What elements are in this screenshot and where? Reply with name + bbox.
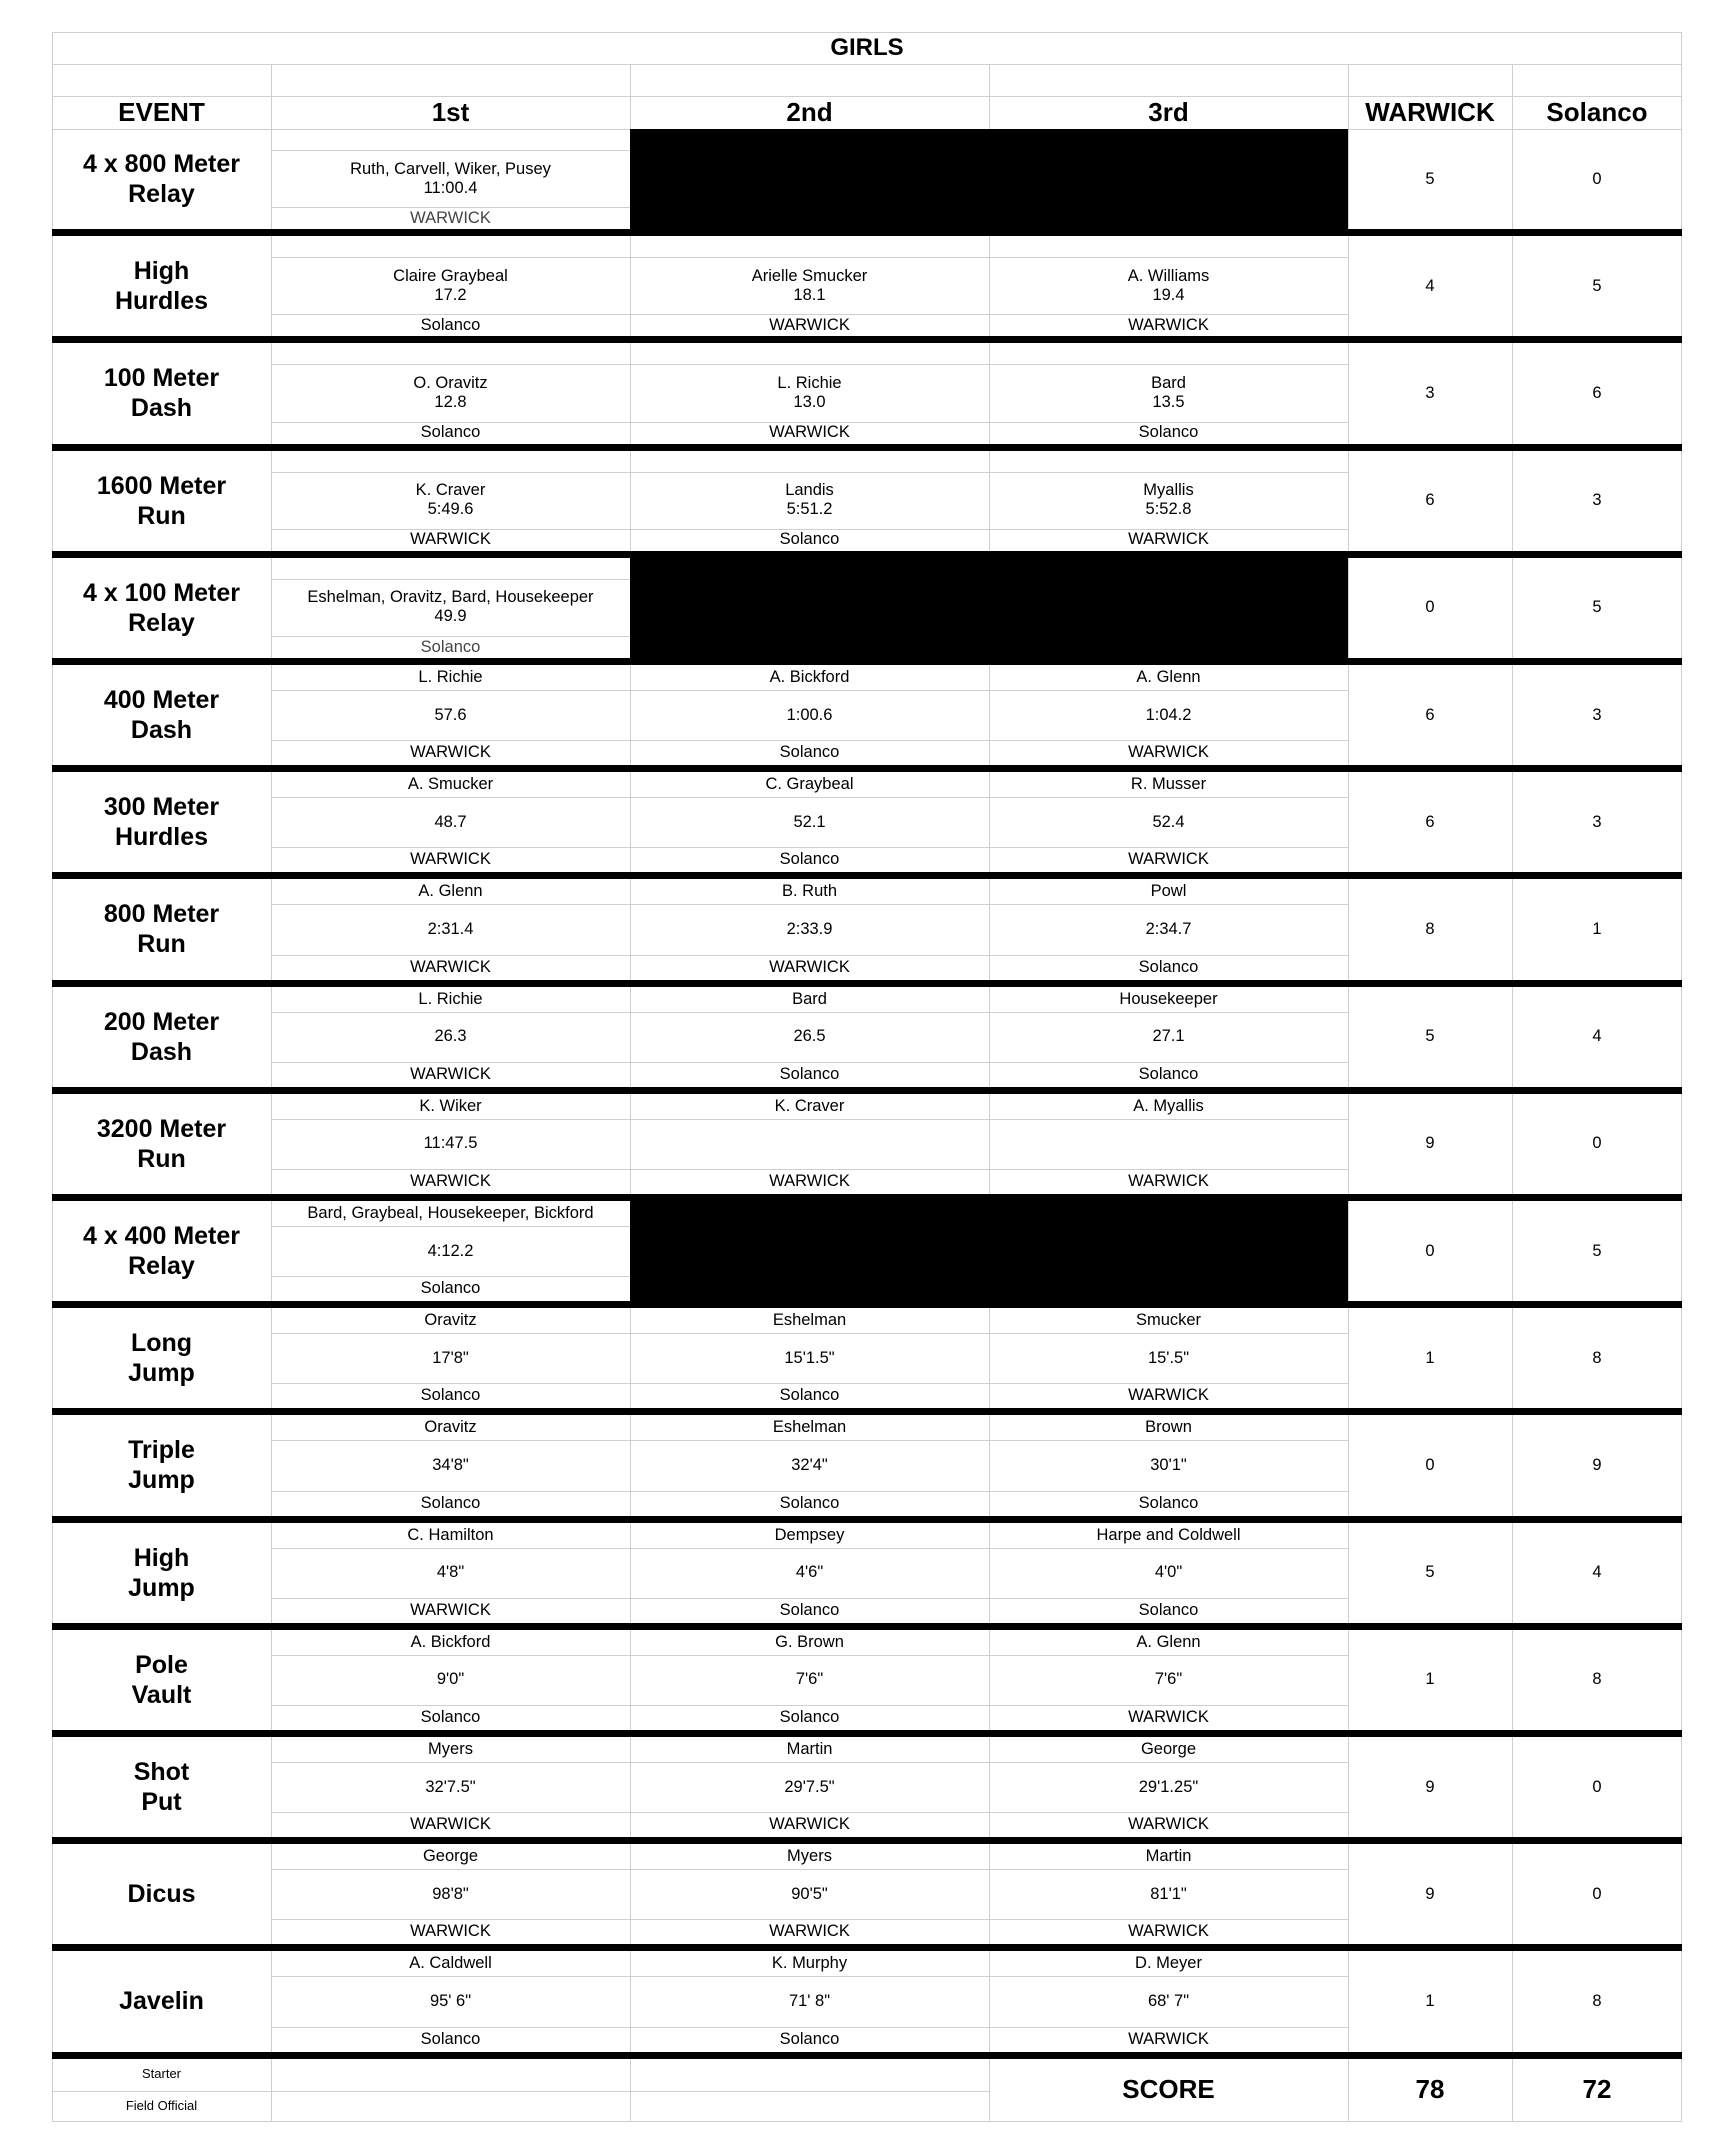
athlete-first: Bard, Graybeal, Housekeeper, Bickford <box>307 1204 594 1223</box>
event-name: High Hurdles <box>114 257 209 316</box>
redacted-block <box>630 558 1348 658</box>
athlete-second: L. Richie 13.0 <box>777 374 842 411</box>
event-name: Long Jump <box>128 1329 195 1388</box>
results-sheet <box>52 32 1682 2122</box>
points-solanco: 3 <box>1592 705 1602 724</box>
team-first: WARWICK <box>410 1922 491 1941</box>
team-second: WARWICK <box>769 1922 850 1941</box>
points-solanco: 4 <box>1592 1027 1602 1046</box>
mark-first: 26.3 <box>434 1027 467 1046</box>
grid-line <box>989 772 990 872</box>
mark-second: 4'6" <box>795 1563 824 1582</box>
points-warwick: 5 <box>1425 1563 1435 1582</box>
score-warwick: 78 <box>1415 2074 1445 2105</box>
mark-third: 7'6" <box>1154 1670 1183 1689</box>
mark-third: 4'0" <box>1154 1563 1183 1582</box>
grid-line <box>989 1630 990 1730</box>
points-solanco: 0 <box>1592 1777 1602 1796</box>
team-third: WARWICK <box>1128 2029 1209 2048</box>
mark-first: 32'7.5" <box>425 1777 476 1796</box>
mark-second: 90'5" <box>791 1884 828 1903</box>
grid-line <box>630 1523 631 1623</box>
grid-line <box>630 665 631 765</box>
grid-line <box>630 879 631 979</box>
athlete-third: George <box>1140 1740 1197 1759</box>
mark-second: 29'7.5" <box>784 1777 835 1796</box>
mark-first: 9'0" <box>436 1670 465 1689</box>
team-third: WARWICK <box>1128 1815 1209 1834</box>
grid-line <box>630 1951 631 2051</box>
athlete-third: A. Glenn <box>1136 1632 1201 1651</box>
points-warwick: 6 <box>1425 491 1435 510</box>
team-third: Solanco <box>1138 423 1199 442</box>
team-second: Solanco <box>779 850 840 869</box>
team-third: WARWICK <box>1128 1922 1209 1941</box>
event-separator <box>52 336 1682 343</box>
athlete-second: Dempsey <box>774 1525 845 1544</box>
grid-line <box>989 987 990 1087</box>
team-first: WARWICK <box>410 850 491 869</box>
team-first: Solanco <box>420 423 481 442</box>
athlete-first: A. Caldwell <box>409 1954 492 1973</box>
athlete-third: A. Myallis <box>1133 1096 1204 1115</box>
athlete-second: A. Bickford <box>769 668 850 687</box>
team-first: Solanco <box>420 2029 481 2048</box>
athlete-third: Housekeeper <box>1119 989 1218 1008</box>
grid-line <box>989 1415 990 1515</box>
athlete-first: K. Craver 5:49.6 <box>415 481 486 519</box>
mark-third <box>989 1119 1348 1169</box>
athlete-second: Landis 5:51.2 <box>785 481 834 519</box>
mark-second: 7'6" <box>795 1670 824 1689</box>
points-warwick: 5 <box>1425 1027 1435 1046</box>
team-second: Solanco <box>779 2029 840 2048</box>
team-first: Solanco <box>420 315 481 334</box>
team-second: Solanco <box>779 530 840 549</box>
points-solanco: 5 <box>1592 276 1602 295</box>
event-separator <box>52 2052 1682 2059</box>
team-third: WARWICK <box>1128 1172 1209 1191</box>
athlete-first: A. Bickford <box>410 1632 491 1651</box>
event-name: 1600 Meter Run <box>96 471 227 530</box>
mark-third: 2:34.7 <box>1145 920 1192 938</box>
header-first: 1st <box>431 96 470 127</box>
team-second: Solanco <box>779 1493 840 1512</box>
athlete-first: A. Smucker <box>407 775 494 794</box>
team-second: Solanco <box>779 743 840 762</box>
field-official-label: Field Official <box>125 2097 198 2113</box>
team-third: WARWICK <box>1128 1708 1209 1727</box>
points-warwick: 9 <box>1425 1134 1435 1153</box>
grid-line <box>630 1737 631 1837</box>
athlete-first: Myers <box>428 1740 473 1759</box>
event-separator <box>52 1623 1682 1630</box>
team-second: WARWICK <box>769 1172 850 1191</box>
team-second: Solanco <box>779 1064 840 1083</box>
grid-line <box>989 879 990 979</box>
team-third: Solanco <box>1138 1493 1199 1512</box>
event-separator <box>52 872 1682 879</box>
grid-line <box>630 1094 631 1194</box>
athlete-third: Myallis 5:52.8 <box>1143 481 1194 519</box>
grid-line <box>630 1630 631 1730</box>
grid-line <box>989 1951 990 2051</box>
mark-first: 95' 6" <box>429 1992 472 2010</box>
event-name: Triple Jump <box>128 1436 195 1495</box>
points-solanco: 8 <box>1592 1348 1602 1367</box>
athlete-third: Smucker <box>1135 1311 1202 1330</box>
points-solanco: 6 <box>1592 384 1602 402</box>
points-warwick: 3 <box>1425 384 1435 402</box>
athlete-third: D. Meyer <box>1135 1954 1202 1973</box>
event-name: Javelin <box>119 1987 204 2016</box>
grid-line <box>630 987 631 1087</box>
points-solanco: 0 <box>1592 1884 1602 1903</box>
athlete-third: Bard 13.5 <box>1151 374 1186 411</box>
team-second: Solanco <box>779 1386 840 1405</box>
team-second: WARWICK <box>769 957 850 976</box>
grid-line <box>271 64 272 129</box>
mark-second: 2:33.9 <box>786 920 833 938</box>
mark-third: 81'1" <box>1150 1884 1187 1903</box>
athlete-third: Brown <box>1145 1418 1192 1437</box>
mark-first: 57.6 <box>434 705 467 724</box>
points-warwick: 1 <box>1425 1348 1435 1367</box>
event-separator <box>52 551 1682 558</box>
points-warwick: 6 <box>1425 812 1435 831</box>
athlete-first: Claire Graybeal 17.2 <box>393 266 508 304</box>
athlete-first: A. Glenn <box>418 882 483 901</box>
athlete-third: A. Williams 19.4 <box>1127 266 1210 304</box>
grid-line <box>989 451 990 551</box>
score-label: SCORE <box>1122 2074 1215 2105</box>
grid-line <box>989 1094 990 1194</box>
event-separator <box>52 1301 1682 1308</box>
event-name: Dicus <box>127 1880 196 1909</box>
grid-line <box>1348 64 1349 129</box>
team-first: WARWICK <box>410 1172 491 1191</box>
grid-line <box>271 2059 272 2122</box>
event-name: 300 Meter Hurdles <box>103 793 220 852</box>
mark-second: 71' 8" <box>788 1992 831 2010</box>
athlete-third: Powl <box>1150 882 1187 901</box>
team-third: Solanco <box>1138 1600 1199 1619</box>
mark-second: 52.1 <box>793 812 826 831</box>
team-first: WARWICK <box>410 1815 491 1834</box>
team-third: WARWICK <box>1128 530 1209 549</box>
mark-third: 27.1 <box>1152 1027 1185 1046</box>
team-first: Solanco <box>420 1386 481 1405</box>
mark-second: 1:00.6 <box>786 705 833 724</box>
grid-line <box>630 772 631 872</box>
event-name: Pole Vault <box>131 1650 192 1709</box>
grid-line <box>630 2059 631 2122</box>
points-solanco: 8 <box>1592 1670 1602 1689</box>
athlete-first: George <box>422 1847 479 1866</box>
points-solanco: 0 <box>1592 169 1602 188</box>
grid-line <box>52 2091 989 2092</box>
mark-third: 68' 7" <box>1147 1992 1190 2010</box>
athlete-third: A. Glenn <box>1136 668 1201 687</box>
header-third: 3rd <box>1148 96 1189 127</box>
event-name: 800 Meter Run <box>103 900 220 959</box>
athlete-first: L. Richie <box>418 668 483 687</box>
points-solanco: 3 <box>1592 812 1602 831</box>
athlete-third: Harpe and Coldwell <box>1096 1525 1241 1544</box>
mark-first: 98'8" <box>432 1884 469 1903</box>
event-name: 400 Meter Dash <box>103 686 220 745</box>
team-third: Solanco <box>1138 957 1199 976</box>
starter-label: Starter <box>141 2066 181 2082</box>
athlete-third: Martin <box>1145 1847 1192 1866</box>
mark-third: 30'1" <box>1150 1456 1187 1474</box>
mark-first: 48.7 <box>434 812 467 831</box>
points-warwick: 1 <box>1425 1992 1435 2010</box>
points-solanco: 5 <box>1592 598 1602 617</box>
team-third: WARWICK <box>1128 315 1209 334</box>
points-solanco: 1 <box>1592 920 1602 938</box>
athlete-second: Bard <box>792 989 827 1008</box>
team-second: Solanco <box>779 1708 840 1727</box>
sheet-title: GIRLS <box>830 34 904 62</box>
grid-line <box>630 64 631 129</box>
event-separator <box>52 1944 1682 1951</box>
team-third: Solanco <box>1138 1064 1199 1083</box>
event-separator <box>52 1087 1682 1094</box>
points-warwick: 9 <box>1425 1884 1435 1903</box>
event-separator <box>52 658 1682 665</box>
event-separator <box>52 1837 1682 1844</box>
points-warwick: 5 <box>1425 169 1435 188</box>
team-first: Solanco <box>420 637 481 656</box>
points-warwick: 6 <box>1425 705 1435 724</box>
team-third: WARWICK <box>1128 743 1209 762</box>
mark-third: 52.4 <box>1152 812 1185 831</box>
athlete-second: K. Murphy <box>771 1954 848 1973</box>
mark-first: 11:47.5 <box>423 1134 478 1153</box>
team-first: WARWICK <box>410 957 491 976</box>
grid-line <box>989 1308 990 1408</box>
points-warwick: 8 <box>1425 920 1435 938</box>
team-first: Solanco <box>420 1708 481 1727</box>
mark-first: 2:31.4 <box>427 920 474 938</box>
event-separator <box>52 229 1682 236</box>
points-warwick: 4 <box>1425 276 1435 295</box>
event-name: 100 Meter Dash <box>103 364 220 423</box>
event-separator <box>52 1516 1682 1523</box>
mark-second <box>630 1119 989 1169</box>
event-name: High Jump <box>128 1543 195 1602</box>
event-separator <box>52 1730 1682 1737</box>
athlete-second: G. Brown <box>775 1632 844 1651</box>
points-solanco: 0 <box>1592 1134 1602 1153</box>
grid-line <box>630 236 631 336</box>
points-warwick: 0 <box>1425 1241 1435 1260</box>
mark-third: 1:04.2 <box>1145 705 1192 724</box>
event-name: 200 Meter Dash <box>103 1007 220 1066</box>
grid-line <box>989 1737 990 1837</box>
mark-first: 17'8" <box>432 1348 469 1367</box>
mark-first: 34'8" <box>432 1456 469 1474</box>
athlete-first: Ruth, Carvell, Wiker, Pusey 11:00.4 <box>350 159 551 197</box>
team-second: Solanco <box>779 1600 840 1619</box>
athlete-first: L. Richie <box>418 989 483 1008</box>
points-warwick: 0 <box>1425 598 1435 617</box>
mark-second: 15'1.5" <box>784 1348 835 1367</box>
event-separator <box>52 444 1682 451</box>
header-second: 2nd <box>786 96 833 127</box>
athlete-second: Martin <box>786 1740 833 1759</box>
event-name: 4 x 400 Meter Relay <box>82 1222 241 1281</box>
mark-third: 15'.5" <box>1147 1348 1190 1367</box>
athlete-first: Oravitz <box>424 1311 477 1330</box>
team-first: WARWICK <box>410 530 491 549</box>
grid-line <box>630 1308 631 1408</box>
event-name: 3200 Meter Run <box>96 1114 227 1173</box>
grid-line <box>989 236 990 336</box>
points-warwick: 0 <box>1425 1456 1435 1474</box>
grid-line <box>989 1523 990 1623</box>
athlete-first: Oravitz <box>424 1418 477 1437</box>
event-name: Shot Put <box>133 1758 190 1817</box>
points-solanco: 8 <box>1592 1992 1602 2010</box>
grid-line <box>52 64 1682 65</box>
event-separator <box>52 1194 1682 1201</box>
header-team-a: WARWICK <box>1365 96 1495 127</box>
mark-second: 32'4" <box>791 1456 828 1474</box>
mark-first: 4'8" <box>436 1563 465 1582</box>
athlete-first: C. Hamilton <box>407 1525 494 1544</box>
athlete-first: O. Oravitz 12.8 <box>413 374 488 411</box>
grid-line <box>630 451 631 551</box>
grid-line <box>989 1844 990 1944</box>
athlete-second: B. Ruth <box>781 882 838 901</box>
team-second: WARWICK <box>769 1815 850 1834</box>
athlete-second: Arielle Smucker 18.1 <box>751 266 868 304</box>
grid-line <box>1512 64 1513 129</box>
score-solanco: 72 <box>1582 2074 1612 2105</box>
grid-line <box>989 343 990 443</box>
header-event: EVENT <box>118 96 205 127</box>
event-name: 4 x 100 Meter Relay <box>82 578 241 637</box>
team-third: WARWICK <box>1128 1386 1209 1405</box>
event-name: 4 x 800 Meter Relay <box>82 150 241 209</box>
points-warwick: 1 <box>1425 1670 1435 1689</box>
athlete-first: K. Wiker <box>419 1096 482 1115</box>
redacted-block <box>630 1201 1348 1301</box>
grid-line <box>989 64 990 129</box>
athlete-second: Eshelman <box>772 1418 847 1437</box>
team-first: WARWICK <box>410 208 491 227</box>
points-solanco: 5 <box>1592 1241 1602 1260</box>
team-first: WARWICK <box>410 743 491 762</box>
grid-line <box>630 1844 631 1944</box>
grid-line <box>630 343 631 443</box>
header-team-b: Solanco <box>1546 96 1648 127</box>
athlete-second: Eshelman <box>772 1311 847 1330</box>
grid-line <box>989 665 990 765</box>
athlete-first: Eshelman, Oravitz, Bard, Housekeeper 49.9 <box>307 588 594 626</box>
mark-third: 29'1.25" <box>1138 1777 1199 1796</box>
athlete-second: K. Craver <box>774 1096 845 1115</box>
team-first: Solanco <box>420 1493 481 1512</box>
team-first: Solanco <box>420 1279 481 1298</box>
event-separator <box>52 765 1682 772</box>
athlete-second: C. Graybeal <box>765 775 854 794</box>
mark-first: 4:12.2 <box>427 1241 474 1260</box>
grid-line <box>52 2121 1682 2122</box>
team-second: WARWICK <box>769 315 850 334</box>
points-solanco: 3 <box>1592 491 1602 510</box>
team-third: WARWICK <box>1128 850 1209 869</box>
points-solanco: 4 <box>1592 1563 1602 1582</box>
event-separator <box>52 1408 1682 1415</box>
points-warwick: 9 <box>1425 1777 1435 1796</box>
team-second: WARWICK <box>769 423 850 442</box>
team-first: WARWICK <box>410 1600 491 1619</box>
grid-line <box>630 1415 631 1515</box>
athlete-second: Myers <box>787 1847 832 1866</box>
mark-second: 26.5 <box>793 1027 826 1046</box>
points-solanco: 9 <box>1592 1456 1602 1474</box>
redacted-block <box>630 129 1348 229</box>
event-separator <box>52 980 1682 987</box>
athlete-third: R. Musser <box>1130 775 1207 794</box>
team-first: WARWICK <box>410 1064 491 1083</box>
